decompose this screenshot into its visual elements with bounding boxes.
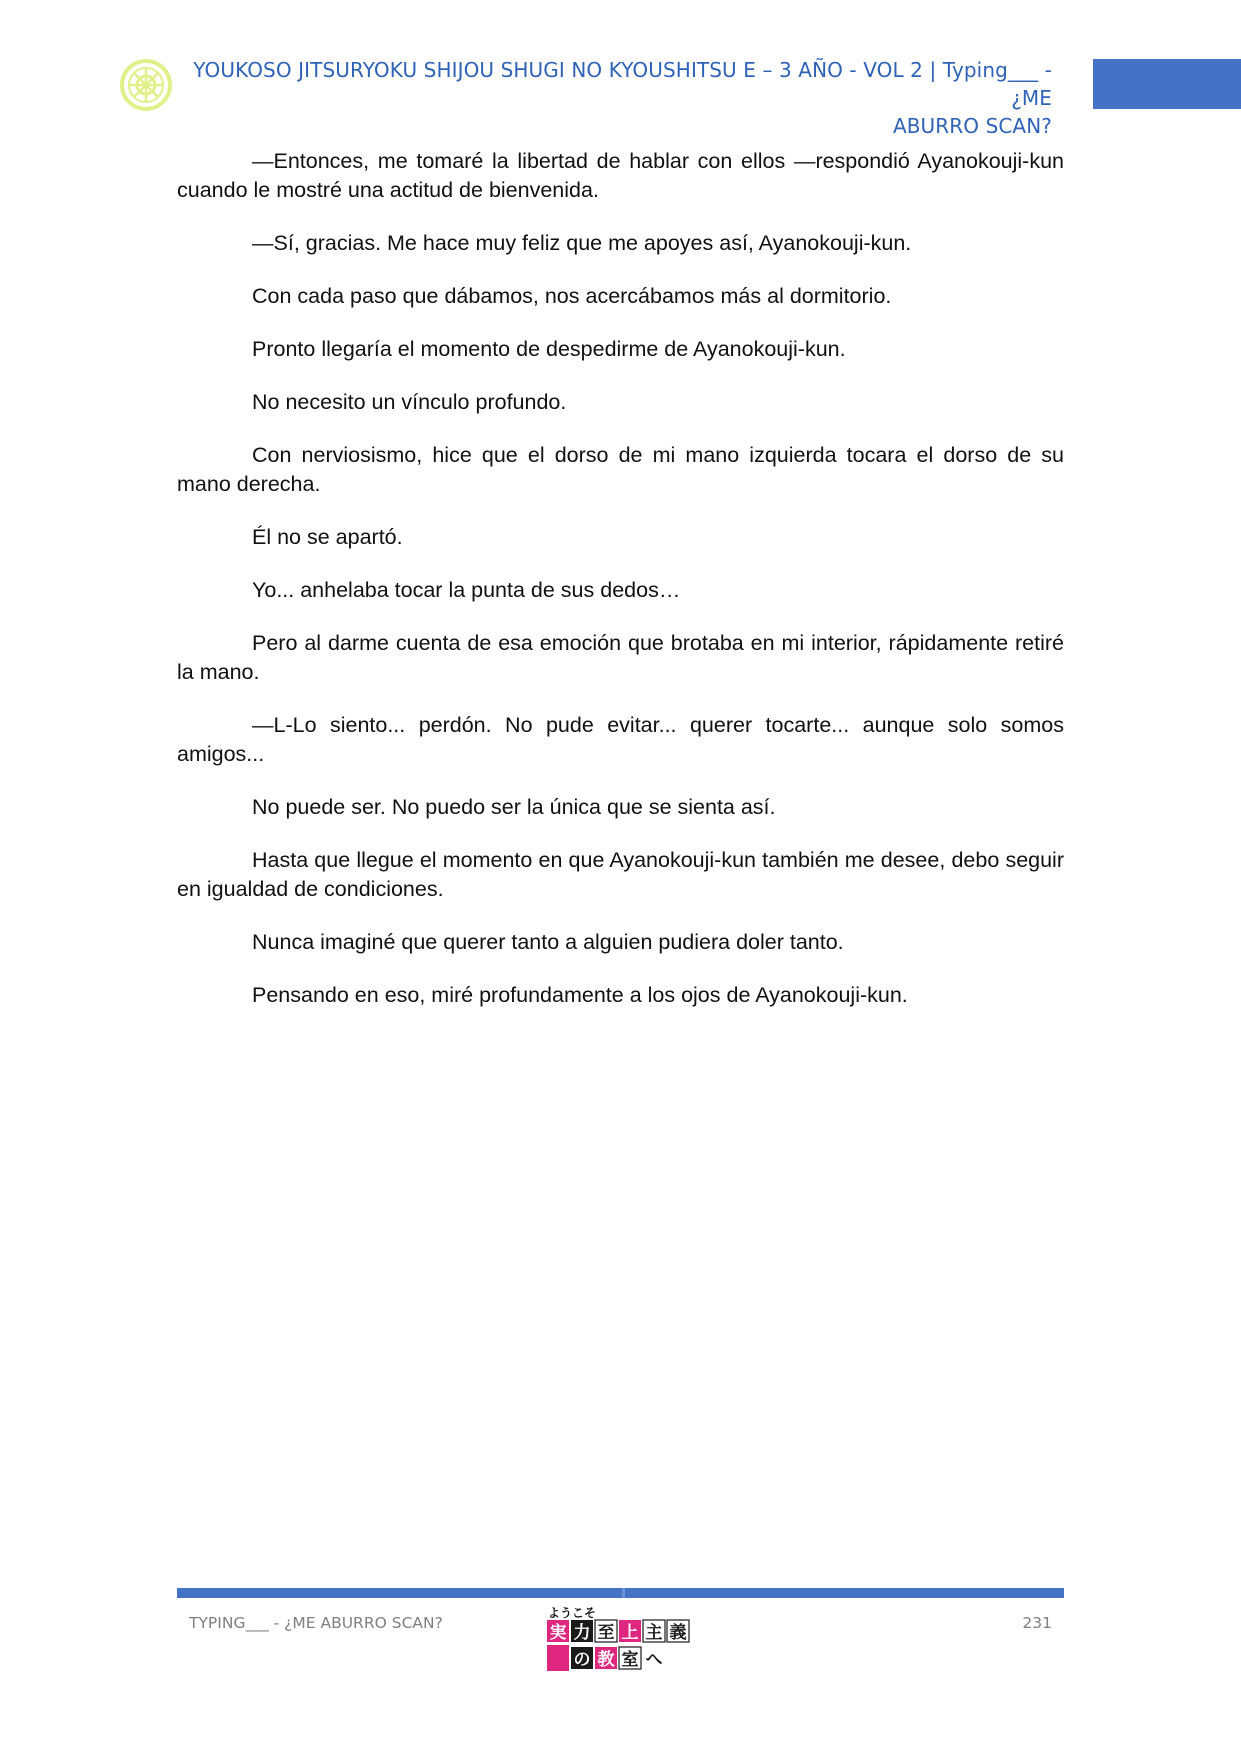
series-logo-char: 上: [621, 1623, 639, 1643]
paragraph: Con nerviosismo, hice que el dorso de mi mano izquierda tocara el dorso de su mano derecha.: [177, 443, 1064, 496]
header-accent-block: [1093, 59, 1241, 109]
paragraph: Él no se apartó.: [252, 525, 403, 549]
paragraph: No necesito un vínculo profundo.: [252, 390, 567, 414]
series-logo-top: ようこそ: [548, 1606, 597, 1620]
series-logo-char: 教: [597, 1650, 615, 1670]
paragraph: No puede ser. No puedo ser la única que se sienta así.: [252, 795, 776, 819]
header-title: [180, 56, 1052, 140]
series-logo-char: 至: [597, 1623, 615, 1643]
series-logo-icon: [545, 1605, 695, 1675]
paragraph: Nunca imaginé que querer tanto a alguien pudiera doler tanto.: [252, 930, 844, 954]
series-logo-char: 主: [645, 1623, 663, 1643]
paragraph: Pero al darme cuenta de esa emoción que brotaba en mi interior, rápidamente retiré la mano.: [177, 631, 1064, 684]
series-logo-char: 室: [621, 1650, 639, 1670]
header-title-line-2: ABURRO SCAN?: [892, 114, 1052, 138]
page-number: 231: [1022, 1614, 1052, 1632]
footer-left-text: TYPING___ - ¿ME ABURRO SCAN?: [189, 1614, 443, 1632]
header-logo-emblem-icon: [120, 59, 172, 111]
paragraph: Pensando en eso, miré profundamente a los ojos de Ayanokouji-kun.: [252, 983, 908, 1007]
paragraph: —Sí, gracias. Me hace muy feliz que me apoyes así, Ayanokouji-kun.: [252, 231, 912, 255]
footer-rule-divider: [622, 1588, 625, 1598]
paragraph: Pronto llegaría el momento de despedirme de Ayanokouji-kun.: [252, 337, 846, 361]
paragraph: Con cada paso que dábamos, nos acercábamos más al dormitorio.: [252, 284, 892, 308]
series-logo-char: 力: [573, 1623, 591, 1643]
page-body: [177, 147, 1064, 1034]
paragraph: Yo... anhelaba tocar la punta de sus dedos…: [252, 578, 681, 602]
series-logo-char: 義: [669, 1623, 687, 1643]
series-logo-char: へ: [645, 1650, 663, 1670]
series-logo-char: 実: [549, 1623, 567, 1643]
header-title-line-1: YOUKOSO JITSURYOKU SHIJOU SHUGI NO KYOUSHITSU E – 3 AÑO - VOL 2 | Typing___ - ¿ME: [193, 58, 1052, 110]
paragraph: —Entonces, me tomaré la libertad de hablar con ellos —respondió Ayanokouji-kun cuando le mostré una actitud de bienvenida.: [177, 149, 1064, 202]
paragraph: —L-Lo siento... perdón. No pude evitar... querer tocarte... aunque solo somos amigos...: [177, 713, 1064, 766]
footer-rule: [177, 1588, 1064, 1598]
paragraph: Hasta que llegue el momento en que Ayanokouji-kun también me desee, debo seguir en igualdad de condiciones.: [177, 848, 1064, 901]
series-logo-char: の: [573, 1650, 591, 1670]
